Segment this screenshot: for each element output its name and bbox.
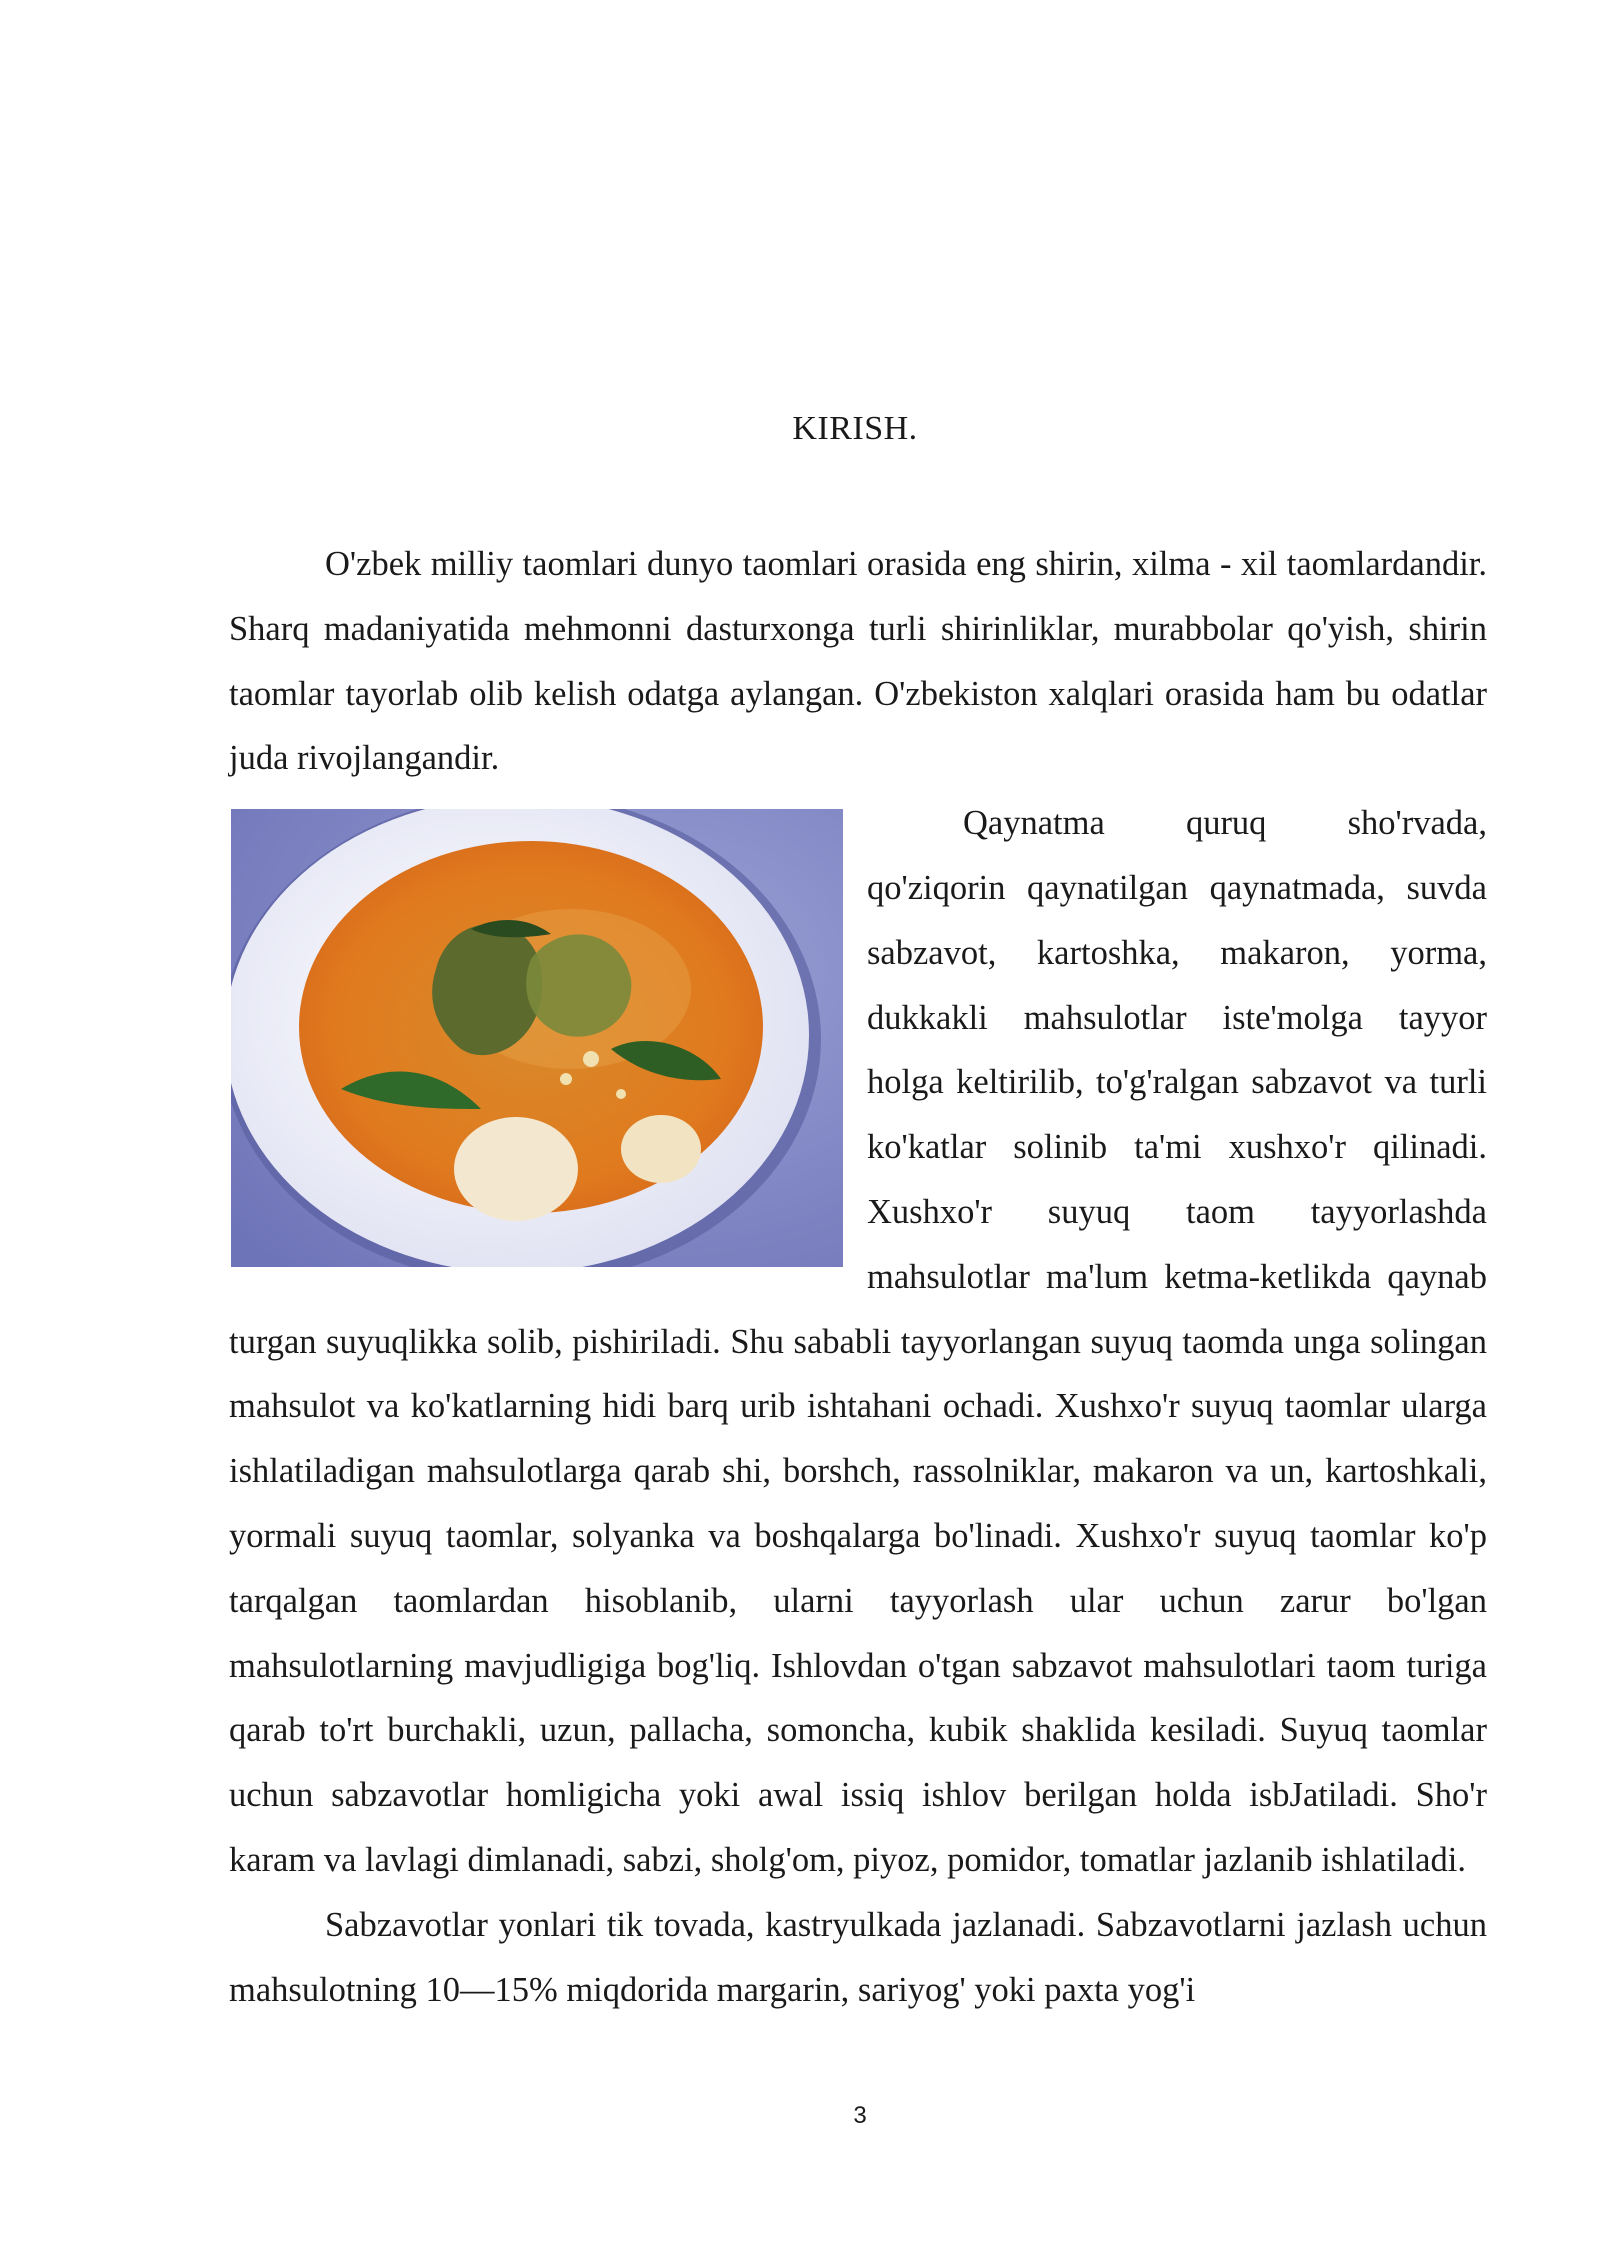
document-body (229, 532, 1487, 2022)
paragraph-qaynatma: Qaynatma quruq sho'rvada, qo'ziqorin qaynatilgan qaynatmada, suvda sabzavot, kartoshka, makaron, yorma, dukkakli mahsulotlar iste'molga tayyor holga keltirilib, to'g'ralgan sabzavot va turli ko'katlar solinib ta'mi xushxo'r qilinadi. Xushxo'r suyuq taom tayyorlashda mahsulotlar ma'lum ketma-ketlikda qaynab turgan suyuqlikka solib, pishiriladi. Shu sababli tayyorlangan suyuq taomda unga solingan mahsulot va ko'katlarning hidi barq urib ishtahani ochadi. Xushxo'r suyuq taomlar ularga ishlatiladigan mahsulotlarga qarab shi, borshch, rassolniklar, makaron va un, kartoshkali, yormali suyuq taomlar, solyanka va boshqalarga bo'linadi. Xushxo'r suyuq taomlar ko'p tarqalgan taomlardan hisoblanib, ularni tayyorlash ular uchun zarur bo'lgan mahsulotlarning mavjudligiga bog'liq. Ishlovdan o'tgan sabzavot mahsulotlari taom turiga qarab to'rt burchakli, uzun, pallacha, somoncha, kubik shaklida kesiladi. Suyuq taomlar uchun sabzavotlar homligicha yoki awal issiq ishlov berilgan holda isbJatiladi. Sho'r karam va lavlagi dimlanadi, sabzi, sholg'om, piyoz, pomidor, tomatlar jazlanib ishlatiladi. (229, 804, 1487, 1879)
page-number: 3 (853, 2102, 867, 2129)
paragraph-intro: O'zbek milliy taomlari dunyo taomlari orasida eng shirin, xilma - xil taomlardandir. Sharq madaniyatida mehmonni dasturxonga turli shirinliklar, murabbolar qo'yish, shirin taomlar tayorlab olib kelish odatga aylangan. O'zbekiston xalqlari orasida ham bu odatlar juda rivojlangandir. (229, 545, 1487, 778)
soup-photo (231, 809, 843, 1267)
paragraph-sabzavotlar: Sabzavotlar yonlari tik tovada, kastryulkada jazlanadi. Sabzavotlarni jazlash uchun mahsulotning 10—15% miqdorida margarin, sariyog' yoki paxta yog'i (229, 1905, 1487, 2009)
page-title: KIRISH. (792, 410, 918, 447)
